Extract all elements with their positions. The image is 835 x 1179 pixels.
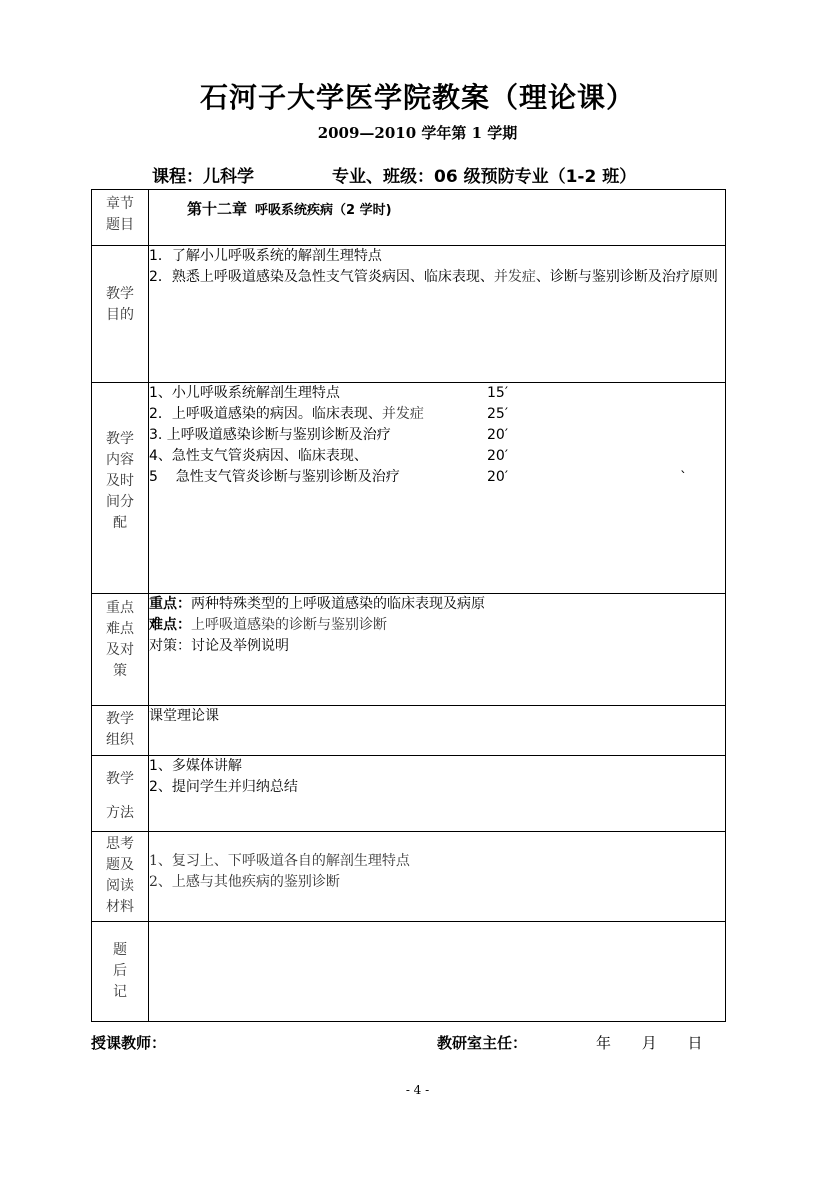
content-item: 3. 上呼吸道感染诊断与鉴别诊断及治疗 20′ [149, 427, 508, 443]
stray-mark: ` [680, 470, 687, 486]
method-label: 教学方法 [92, 756, 149, 832]
content-item: 5 急性支气管炎诊断与鉴别诊断及治疗 20′ [149, 469, 508, 485]
chapter-label: 章节题目 [92, 190, 149, 246]
postscript-label: 题后记 [92, 922, 149, 1022]
objectives-row [92, 246, 726, 383]
key-point: 重点：两种特殊类型的上呼吸道感染的临床表现及病原 [149, 596, 485, 612]
content-item: 2．上呼吸道感染的病因。临床表现、并发症 25′ [149, 406, 508, 422]
chapter-row [92, 190, 726, 246]
objectives-label: 教学目的 [92, 246, 149, 383]
director-label: 教研室主任： [437, 1034, 528, 1052]
content-row [92, 383, 726, 594]
content-label: 教学内容及时间分配 [92, 383, 149, 594]
key-points-label: 重点难点及对策 [92, 594, 149, 706]
date-field: 年 月 日 [596, 1034, 703, 1052]
objective-2: 2．熟悉上呼吸道感染及急性支气管炎病因、临床表现、并发症、诊断与鉴别诊断及治疗原则 [149, 269, 718, 285]
chapter-subtitle: 呼吸系统疾病（2 学时) [255, 203, 392, 218]
organization-row [92, 706, 726, 756]
reading-item: 2、上感与其他疾病的鉴别诊断 [149, 874, 340, 890]
method-item: 2、提问学生并归纳总结 [149, 779, 298, 795]
chapter-cell [149, 190, 726, 246]
teacher-label: 授课教师： [91, 1034, 167, 1052]
method-cell [149, 756, 726, 832]
reading-item: 1、复习上、下呼吸道各自的解剖生理特点 [149, 853, 410, 869]
chapter-title: 第十二章 呼吸系统疾病（2 学时) [187, 200, 392, 218]
document-title: 石河子大学医学院教案（理论课） [199, 81, 635, 114]
organization-cell [149, 706, 726, 756]
course-name: 课程：儿科学 [152, 167, 254, 187]
course-line [152, 162, 636, 187]
page-number: - 4 - [405, 1083, 430, 1097]
content-cell [149, 383, 726, 594]
reading-label: 思考题及阅读材料 [92, 832, 149, 922]
difficult-point: 难点：上呼吸道感染的诊断与鉴别诊断 [149, 617, 387, 633]
method-row [92, 756, 726, 832]
reading-cell [149, 832, 726, 922]
organization-text: 课堂理论课 [149, 708, 219, 724]
major-class: 专业、班级：06 级预防专业（1-2 班） [332, 167, 637, 187]
objective-1: 1．了解小儿呼吸系统的解剖生理特点 [149, 248, 382, 264]
postscript-cell [149, 922, 726, 1022]
content-item: 1、小儿呼吸系统解剖生理特点 15′ [149, 385, 508, 401]
reading-row [92, 832, 726, 922]
content-item: 4、急性支气管炎病因、临床表现、 20′ [149, 448, 508, 464]
key-points-row [92, 594, 726, 706]
key-points-cell [149, 594, 726, 706]
postscript-row [92, 922, 726, 1022]
objectives-cell [149, 246, 726, 383]
method-item: 1、多媒体讲解 [149, 758, 242, 774]
strategy: 对策：讨论及举例说明 [149, 638, 289, 654]
semester: 2009—2010 学年第 1 学期 [317, 124, 518, 142]
lesson-plan-table [91, 189, 726, 1022]
organization-label: 教学组织 [92, 706, 149, 756]
